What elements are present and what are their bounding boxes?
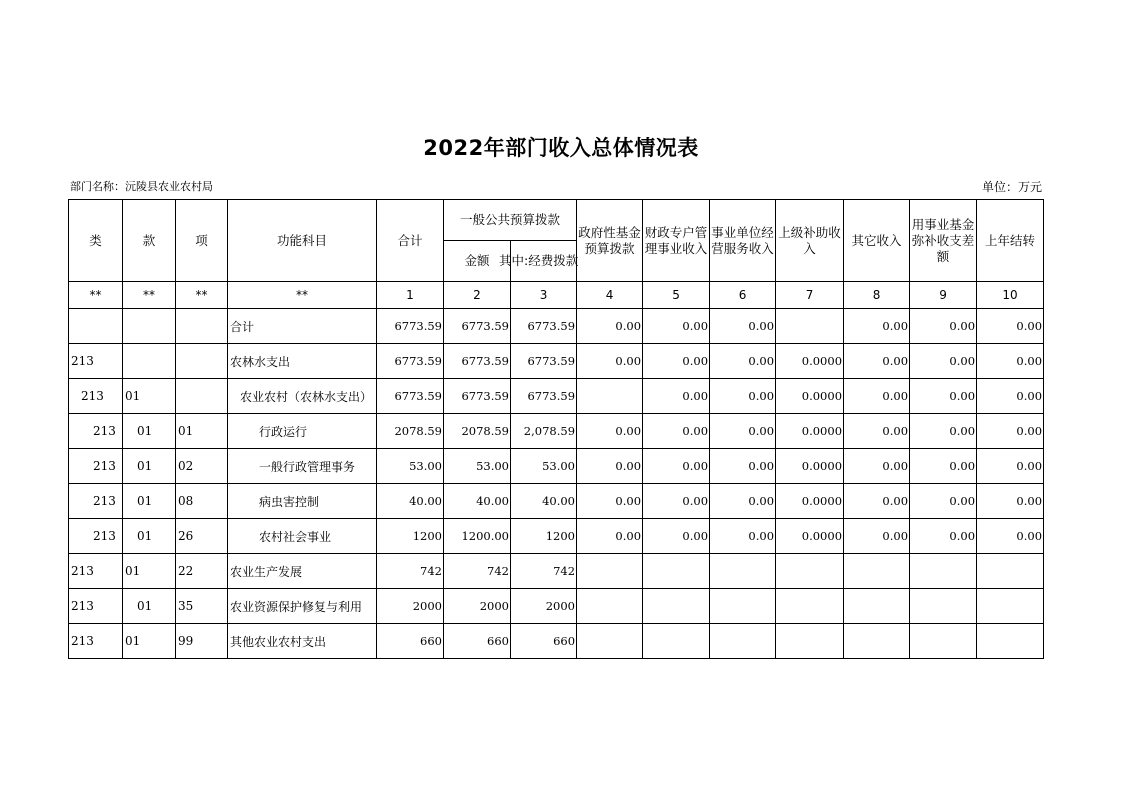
header-total: 合计 [377,200,444,282]
cell-amount: 40.00 [444,484,511,519]
cell-xiang: 26 [176,519,228,554]
cell-amount: 53.00 [444,449,511,484]
cell-kuan [123,309,176,344]
cell-xiang: 35 [176,589,228,624]
cell-kuan: 01 [123,414,176,449]
table-row [69,309,1044,344]
marker-cell: 7 [776,282,844,309]
cell-function: 合计 [228,309,377,344]
cell-c10: 0.00 [977,414,1044,449]
cell-c4: 0.00 [577,519,643,554]
cell-c8 [844,554,910,589]
cell-c9 [910,624,977,659]
header-kuan: 款 [123,200,176,282]
cell-function: 其他农业农村支出 [228,624,377,659]
cell-of-which: 2000 [511,589,577,624]
cell-amount: 6773.59 [444,379,511,414]
cell-c9: 0.00 [910,519,977,554]
cell-function: 农业农村（农林水支出） [228,379,377,414]
marker-cell: 3 [511,282,577,309]
cell-total: 6773.59 [377,379,444,414]
cell-total: 53.00 [377,449,444,484]
cell-c4: 0.00 [577,344,643,379]
cell-c10: 0.00 [977,449,1044,484]
cell-lei: 213 [69,624,123,659]
cell-c10: 0.00 [977,309,1044,344]
cell-c8: 0.00 [844,379,910,414]
cell-c6: 0.00 [710,309,776,344]
cell-c10: 0.00 [977,519,1044,554]
marker-cell: 6 [710,282,776,309]
cell-c5: 0.00 [643,484,710,519]
table-row [69,519,1044,554]
cell-c7: 0.0000 [776,484,844,519]
cell-function: 病虫害控制 [228,484,377,519]
cell-lei: 213 [69,554,123,589]
cell-xiang: 01 [176,414,228,449]
cell-c6: 0.00 [710,519,776,554]
cell-c10 [977,589,1044,624]
cell-c9: 0.00 [910,484,977,519]
cell-c7: 0.0000 [776,449,844,484]
cell-xiang: 02 [176,449,228,484]
cell-function: 农林水支出 [228,344,377,379]
header-xiang: 项 [176,200,228,282]
cell-c4 [577,624,643,659]
table-row [69,414,1044,449]
cell-total: 2078.59 [377,414,444,449]
table-row [69,554,1044,589]
cell-of-which: 742 [511,554,577,589]
cell-c7: 0.0000 [776,344,844,379]
cell-c8: 0.00 [844,519,910,554]
cell-of-which: 2,078.59 [511,414,577,449]
cell-total: 40.00 [377,484,444,519]
cell-of-which: 6773.59 [511,379,577,414]
table-row [69,344,1044,379]
cell-c5: 0.00 [643,449,710,484]
table-row [69,379,1044,414]
cell-kuan: 01 [123,449,176,484]
cell-c9: 0.00 [910,449,977,484]
cell-c7 [776,589,844,624]
table-row [69,589,1044,624]
cell-c6: 0.00 [710,449,776,484]
cell-lei: 213 [69,484,123,519]
header-fund-offset: 用事业基金弥补收支差额 [910,200,977,282]
header-gov-fund: 政府性基金预算拨款 [577,200,643,282]
cell-c8: 0.00 [844,449,910,484]
cell-c7 [776,624,844,659]
header-of-which-text: 其中:经费拨款 [499,253,579,268]
cell-c7 [776,554,844,589]
cell-xiang [176,344,228,379]
cell-c6: 0.00 [710,484,776,519]
cell-c10 [977,554,1044,589]
page-title: 2022年部门收入总体情况表 [423,136,699,160]
cell-of-which: 1200 [511,519,577,554]
cell-xiang [176,379,228,414]
cell-xiang: 99 [176,624,228,659]
cell-function: 农业生产发展 [228,554,377,589]
cell-of-which: 6773.59 [511,344,577,379]
marker-row [69,282,1044,309]
cell-kuan [123,344,176,379]
cell-c7 [776,309,844,344]
cell-kuan: 01 [123,554,176,589]
cell-c9 [910,589,977,624]
cell-c10: 0.00 [977,379,1044,414]
header-other-income: 其它收入 [844,200,910,282]
cell-c6: 0.00 [710,379,776,414]
cell-lei: 213 [69,414,123,449]
table-row [69,449,1044,484]
cell-c4 [577,589,643,624]
cell-c4 [577,379,643,414]
header-of-which [499,241,579,282]
cell-amount: 6773.59 [444,309,511,344]
cell-total: 6773.59 [377,309,444,344]
cell-function: 农业资源保护修复与利用 [228,589,377,624]
table-row [69,624,1044,659]
cell-lei: 213 [69,589,123,624]
header-lei: 类 [69,200,123,282]
cell-c6: 0.00 [710,414,776,449]
cell-c5 [643,624,710,659]
cell-c8 [844,589,910,624]
cell-total: 660 [377,624,444,659]
cell-c6 [710,624,776,659]
cell-of-which: 40.00 [511,484,577,519]
cell-c9: 0.00 [910,344,977,379]
marker-cell: 2 [444,282,511,309]
cell-c9: 0.00 [910,379,977,414]
marker-cell: ** [176,282,228,309]
cell-c6: 0.00 [710,344,776,379]
cell-function: 一般行政管理事务 [228,449,377,484]
cell-of-which: 660 [511,624,577,659]
cell-c8: 0.00 [844,344,910,379]
cell-c5: 0.00 [643,379,710,414]
cell-c9: 0.00 [910,414,977,449]
cell-total: 6773.59 [377,344,444,379]
header-function: 功能科目 [228,200,377,282]
cell-c6 [710,554,776,589]
cell-kuan: 01 [123,484,176,519]
cell-c7: 0.0000 [776,414,844,449]
marker-cell: 8 [844,282,910,309]
header-superior-subsidy: 上级补助收入 [776,200,844,282]
cell-c5: 0.00 [643,519,710,554]
income-table [68,199,1044,659]
cell-c5: 0.00 [643,309,710,344]
cell-c9 [910,554,977,589]
cell-c10: 0.00 [977,344,1044,379]
cell-c9: 0.00 [910,309,977,344]
marker-cell: ** [123,282,176,309]
cell-amount: 2000 [444,589,511,624]
header-business-income: 事业单位经营服务收入 [710,200,776,282]
department-label: 部门名称：沅陵县农业农村局 [70,180,213,193]
marker-cell: 4 [577,282,643,309]
marker-cell: 5 [643,282,710,309]
cell-lei [69,309,123,344]
cell-c8: 0.00 [844,484,910,519]
cell-c5: 0.00 [643,344,710,379]
cell-c10 [977,624,1044,659]
cell-lei: 213 [69,379,123,414]
cell-function: 行政运行 [228,414,377,449]
cell-kuan: 01 [123,519,176,554]
cell-kuan: 01 [123,379,176,414]
marker-cell: ** [69,282,123,309]
cell-c4: 0.00 [577,414,643,449]
cell-c4: 0.00 [577,449,643,484]
cell-kuan: 01 [123,589,176,624]
cell-xiang: 22 [176,554,228,589]
cell-c8: 0.00 [844,309,910,344]
cell-amount: 2078.59 [444,414,511,449]
cell-amount: 1200.00 [444,519,511,554]
cell-function: 农村社会事业 [228,519,377,554]
cell-of-which: 53.00 [511,449,577,484]
cell-c4: 0.00 [577,484,643,519]
header-amount: 金额 [444,241,511,282]
cell-c7: 0.0000 [776,519,844,554]
marker-cell: 9 [910,282,977,309]
marker-cell: 10 [977,282,1044,309]
cell-total: 1200 [377,519,444,554]
cell-lei: 213 [69,519,123,554]
cell-amount: 742 [444,554,511,589]
cell-of-which: 6773.59 [511,309,577,344]
cell-c4 [577,554,643,589]
cell-c7: 0.0000 [776,379,844,414]
cell-c8 [844,624,910,659]
header-general-budget: 一般公共预算拨款 [444,200,577,241]
cell-xiang: 08 [176,484,228,519]
cell-amount: 6773.59 [444,344,511,379]
cell-xiang [176,309,228,344]
cell-total: 742 [377,554,444,589]
cell-lei: 213 [69,344,123,379]
cell-c10: 0.00 [977,484,1044,519]
cell-c5 [643,589,710,624]
header-fiscal-special: 财政专户管理事业收入 [643,200,710,282]
unit-label: 单位：万元 [981,180,1042,194]
marker-cell: 1 [377,282,444,309]
table-row [69,484,1044,519]
cell-kuan: 01 [123,624,176,659]
cell-c4: 0.00 [577,309,643,344]
cell-amount: 660 [444,624,511,659]
marker-cell: ** [228,282,377,309]
cell-total: 2000 [377,589,444,624]
cell-c8: 0.00 [844,414,910,449]
cell-lei: 213 [69,449,123,484]
cell-c6 [710,589,776,624]
header-carryover: 上年结转 [977,200,1044,282]
cell-c5 [643,554,710,589]
cell-c5: 0.00 [643,414,710,449]
